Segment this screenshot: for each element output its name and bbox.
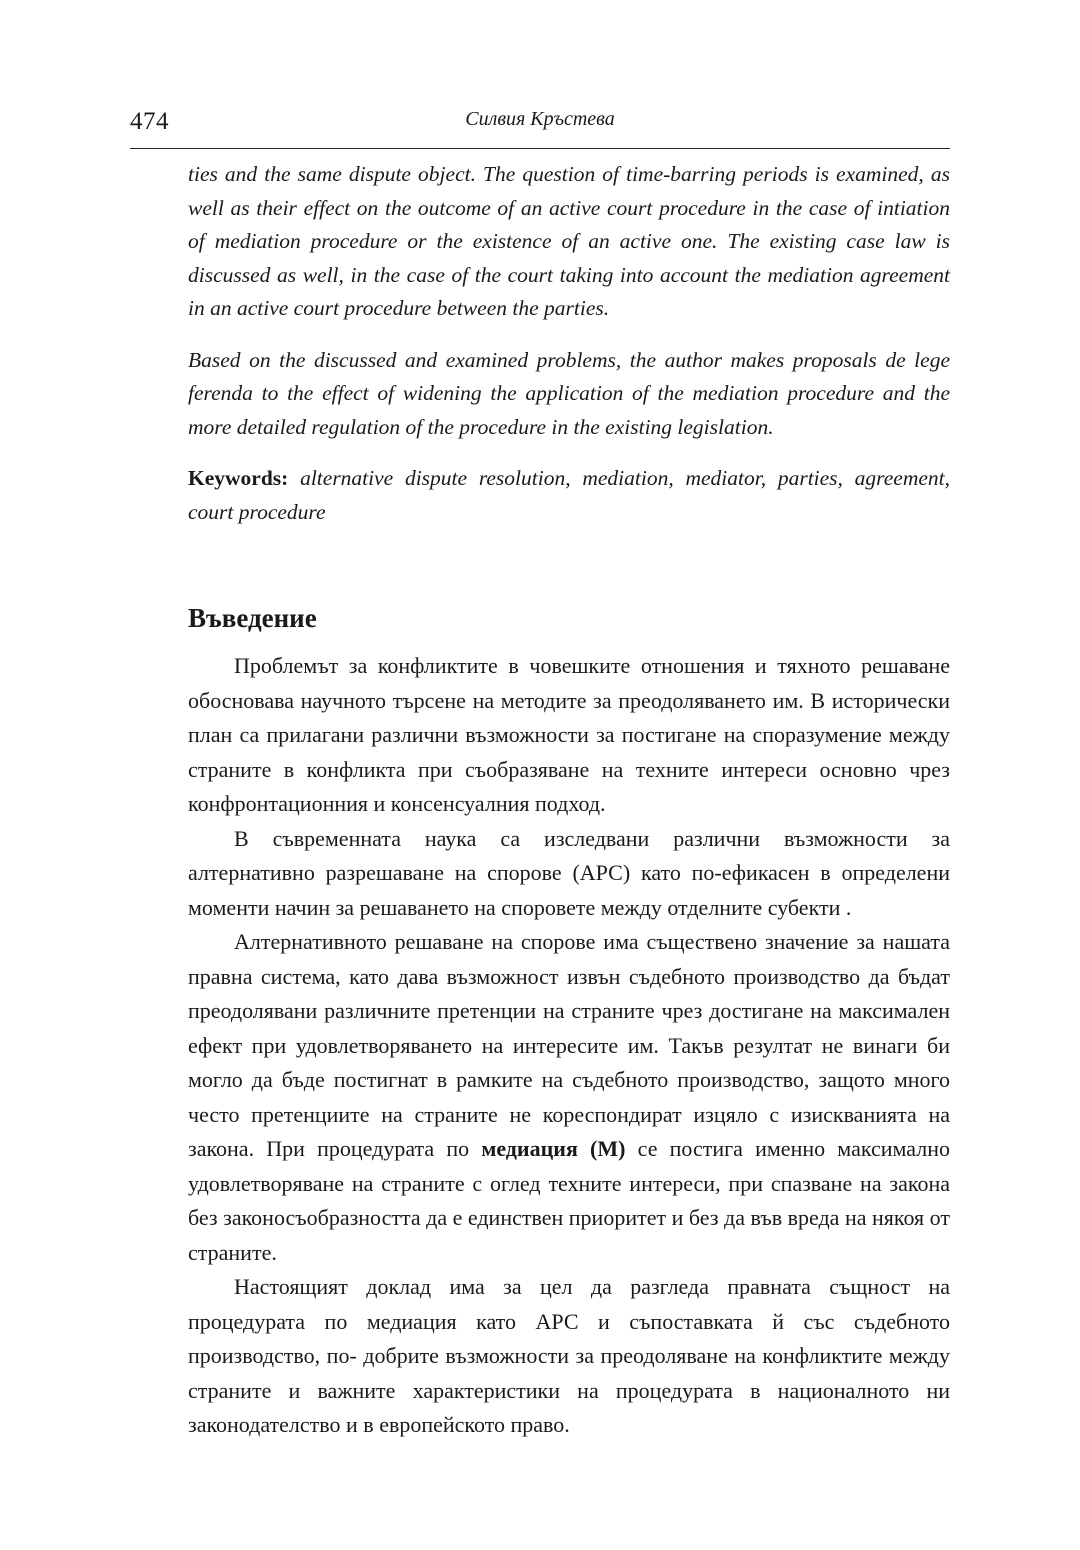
page-number: 474 [130, 108, 169, 135]
body-paragraph-2: В съвременната наука са изследвани различни възможности за алтернативно разрешаване на спорове (АРС) като по-ефикасен в определени моменти начин за решаването на споровете между отделните субекти . [188, 825, 950, 920]
running-title: Силвия Кръстева [465, 108, 615, 130]
page-header [130, 108, 950, 149]
body-paragraph-3-part2: се постига именно максимално удовлетворяване на страните с оглед техните интереси, при спазване на закона без законосъобразността да е единствен приоритет и без да във вреда на някоя от страните. [188, 1136, 951, 1265]
body-paragraph-3 [188, 925, 950, 1270]
keywords-label: Keywords: [188, 466, 289, 490]
body-paragraph-3-emphasis: медиация (М) [481, 1136, 626, 1161]
abstract-paragraph-1: ties and the same dispute object. The question of time-barring periods is examined, as well as their effect on the outcome of an active court procedure in the case of intiation of mediation procedure or the existence of an active one. The existing case law is discussed as well, in the case of the court taking into account the mediation agreement in an active court procedure between the parties. [188, 162, 950, 320]
body-paragraph-3-part1: Алтернативното решаване на спорове има съществено значение за нашата правна система, като дава възможност извън съдебното производство да бъдат преодолявани различните претенции на страните чрез достигане на максимален ефект при удовлетворяването на интересите им. Такъв резултат не винаги би могло да бъде постигнат в рамките на съдебното производство, защото много често претенциите на страните не кореспондират изцяло с изискванията на закона. При процедурата по [188, 929, 950, 1161]
body-paragraph-1: Проблемът за конфликтите в човешките отношения и тяхното решаване обосновава научното търсене на методите за преодоляването им. В исторически план са прилагани различни възможности за постигане на споразумение между страните в конфликта при съобразяване на техните интереси основно чрез конфронтационния и консенсуалния подход. [188, 653, 950, 816]
keywords-text: alternative dispute resolution, mediation, mediator, parties, agreement, court procedure [188, 466, 950, 524]
keywords-line [188, 462, 950, 529]
page-content [188, 150, 950, 1443]
body-paragraph-4: Настоящият доклад има за цел да разгледа правната същност на процедурата по медиация като АРС и съпоставката й със съдебното производство, по- добрите възможности за преодоляване на конфликтите между страните и важните характеристики на процедурата в националното ни законодателство и в европейското право. [188, 1274, 950, 1437]
abstract-paragraph-2: Based on the discussed and examined problems, the author makes proposals de lege ferenda to the effect of widening the application of the mediation procedure and the more detailed regulation of the procedure in the existing legislation. [188, 347, 950, 439]
section-heading: Въведение [188, 603, 317, 633]
